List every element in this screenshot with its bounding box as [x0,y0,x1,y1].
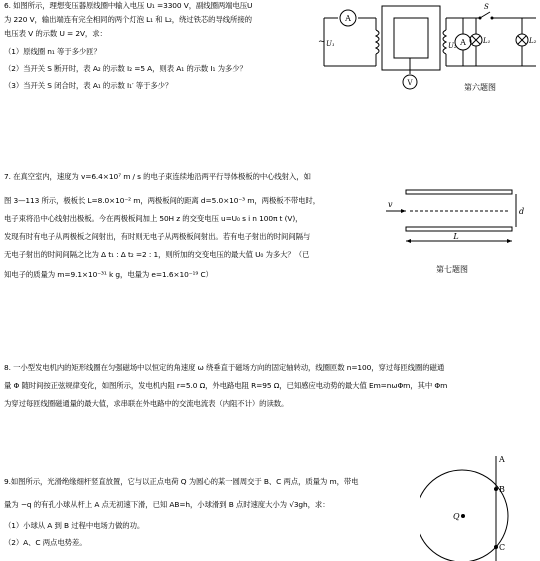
length-label: L [453,232,459,241]
problem-6-line: 为 220 V，输出端连有完全相同的两个灯泡 L₁ 和 L₂，绕过铁芯的导线所接的 [4,15,252,24]
problem-6-question-2: （2）当开关 S 断开时，表 A₂ 的示数 I₂ =5 A，则表 A₁ 的示数 I₁ 为多少？ [4,64,247,73]
transformer-circuit-figure [318,0,540,100]
figure-7-caption: 第七题图 [436,265,468,274]
problem-9-question-1: （1）小球从 A 到 B 过程中电场力做的功。 [4,521,145,530]
point-a-label: A [499,455,505,464]
parallel-plates-figure [378,185,528,255]
problem-8-line: 8. 一小型发电机内的矩形线圈在匀强磁场中以恒定的角速度 ω 绕垂直于磁场方向的固定轴转动，线圈匝数 n=100，穿过每匝线圈的磁通 [4,363,445,372]
problem-8-line: 量 Φ 随时间按正弦规律变化，如图所示，发电机内阻 r=5.0 Ω，外电路电阻 R=95 Ω，已知感应电动势的最大值 Em=nωΦm，其中 Φm [4,381,448,390]
problem-7-line: 图 3—113 所示，极板长 L=8.0×10⁻² m，两极板间的距离 d=5.0×10⁻³ m，两极板不带电时， [4,196,320,205]
point-c-label: C [499,543,506,552]
problem-7-line: 7. 在真空室内，速度为 v=6.4×10⁷ m / s 的电子束连续地沿两平行导体极板的中心线射入，如 [4,172,311,181]
problem-9-question-2: （2）A、C 两点电势差。 [4,538,87,547]
charged-rod-circle-figure [420,452,540,561]
distance-label: d [519,207,525,216]
problem-7-line: 无电子射出的时间间隔之比为 Δ t₁ : Δ t₂ =2 : 1，则所加的交变电压的最大值 U₀ 为多大？（已 [4,250,310,259]
problem-9-line: 量为 −q 的有孔小球从杆上 A 点无初速下滑，已知 AB=h，小球滑到 B 点时速度大小为 √3gh，求： [4,500,330,509]
velocity-label: v [388,200,393,209]
lamp-2-label: L₂ [529,37,537,45]
point-b-label: B [499,485,505,494]
ammeter-2-label: A [460,38,466,47]
problem-6-line: 6. 如图所示，理想变压器原线圈中输入电压 U₁ =3300 V，副线圈两端电压U [4,1,253,10]
problem-7-line: 发现有时有电子从两极板之间射出，有时则无电子从两极板间射出。若有电子射出的时间间隔与 [4,232,311,241]
switch-label: S [484,3,489,11]
problem-9-line: 9.如图所示，光滑绝缘细杆竖直放置，它与以正点电荷 Q 为圆心的某一圆周交于 B、C 两点，质量为 m，带电 [4,477,359,486]
figure-6-caption: 第六题图 [464,83,496,92]
voltmeter-label: V [407,79,413,87]
problem-7-line: 电子束将沿中心线射出极板。今在两极板间加上 50H z 的交变电压 u=U₀ s i n 100π t (V)， [4,214,303,223]
problem-7-line: 知电子的质量为 m=9.1×10⁻³¹ k g，电量为 e=1.6×10⁻¹⁹ C） [4,270,213,279]
lamp-1-label: L₁ [483,37,491,45]
problem-6-question-3: （3）当开关 S 闭合时，表 A₁ 的示数 I₁′ 等于多少？ [4,81,173,90]
u1-label: U₁ [326,40,335,48]
problem-6-question-1: （1）原线圈 n₁ 等于多少匝？ [4,47,101,56]
ammeter-1-label: A [345,14,351,23]
problem-8-line: 为穿过每匝线圈磁通量的最大值，求串联在外电路中的交流电流表（内阻不计）的读数。 [4,399,289,408]
problem-6-line: 电压表 V 的示数 U = 2V，求： [4,29,107,38]
charge-q-label: Q [453,512,460,521]
u2-label: U₂ [448,42,457,50]
ac-source-symbol: ~ [318,37,326,47]
